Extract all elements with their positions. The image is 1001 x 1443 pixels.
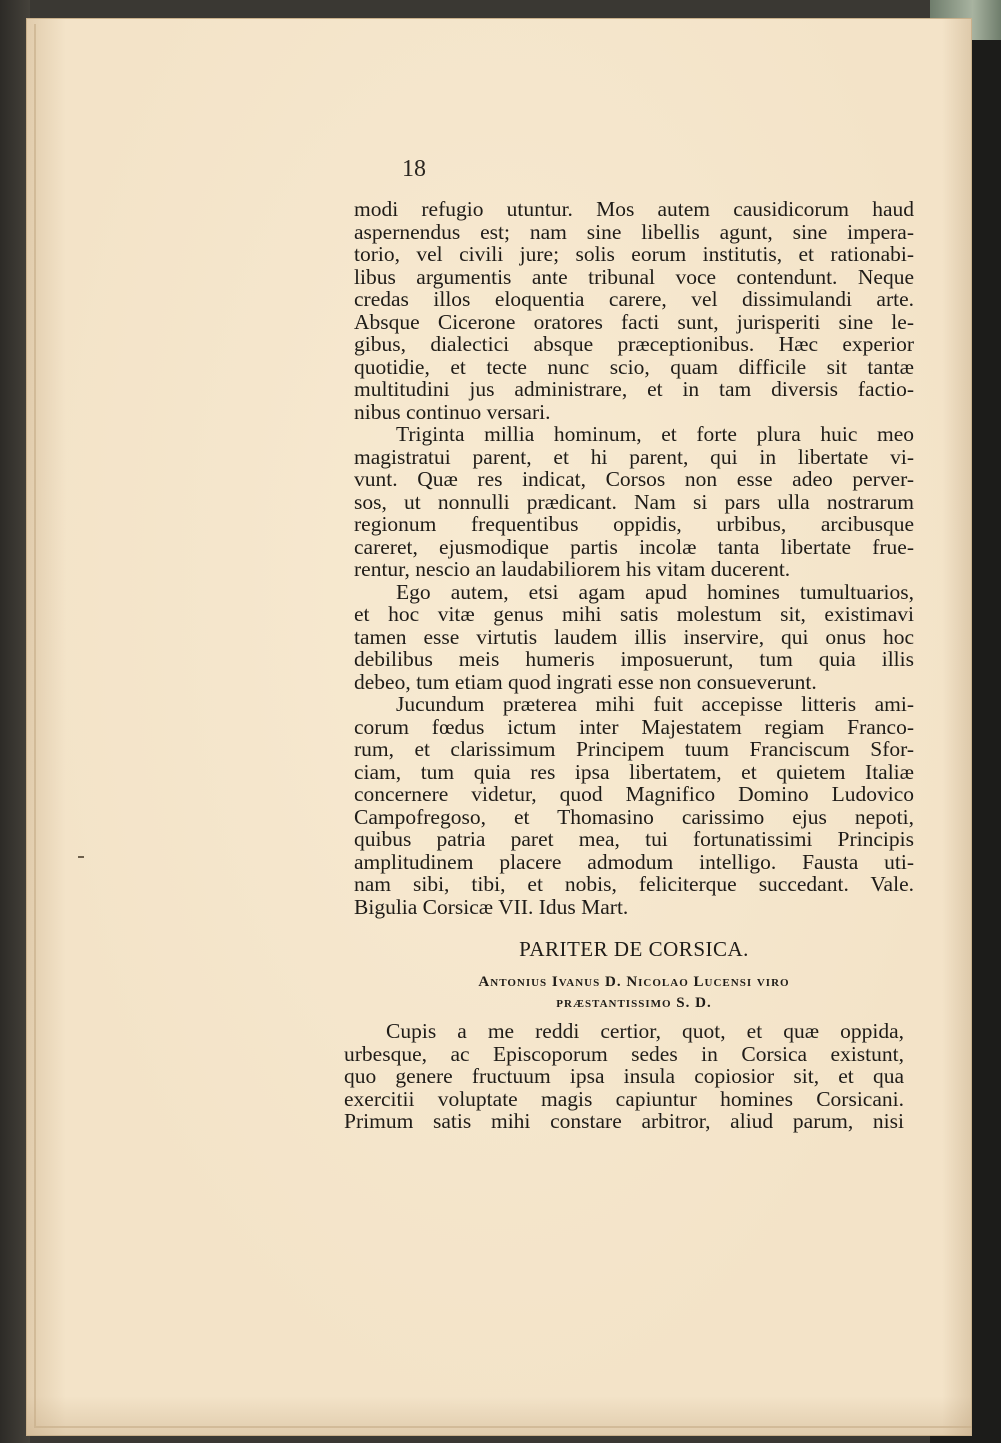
text-line: quotidie, et tecte nunc scio, quam difficile sit tantæ bbox=[354, 354, 914, 379]
text-line: Primum satis mihi constare arbitror, aliud parum, nisi bbox=[344, 1109, 904, 1133]
text-line: et hoc vitæ genus mihi satis molestum sit, existimavi bbox=[354, 602, 914, 626]
text-line: credas illos eloquentia carere, vel dissimulandi arte. bbox=[354, 287, 914, 311]
paragraph-1 bbox=[354, 198, 914, 423]
text-line: Cupis a me reddi certior, quot, et quæ oppida, bbox=[386, 1019, 904, 1043]
text-line: regionum frequentibus oppidis, urbibus, arcibusque bbox=[354, 512, 914, 536]
text-line: careret, ejusmodique partis incolæ tanta libertate frue- bbox=[354, 534, 914, 559]
text-line: quo genere fructuum ipsa insula copiosior sit, et qua bbox=[344, 1064, 904, 1088]
text-line: corum fœdus ictum inter Majestatem regiam Franco- bbox=[354, 714, 914, 739]
stray-mark bbox=[78, 856, 84, 858]
text-line: debeo, tum etiam quod ingrati esse non consueverunt. bbox=[354, 669, 817, 694]
text-line: tamen esse virtutis laudem illis inservire, qui onus hoc bbox=[354, 624, 914, 649]
text-line: Jucundum præterea mihi fuit accepisse litteris ami- bbox=[396, 692, 914, 716]
text-line: libus argumentis ante tribunal voce contendunt. Neque bbox=[354, 264, 914, 289]
text-line: nam sibi, tibi, et nobis, feliciterque succedant. Vale. bbox=[354, 872, 914, 896]
paragraph-4 bbox=[354, 693, 914, 918]
text-line: Campofregoso, et Thomasino carissimo ejus nepoti, bbox=[354, 804, 914, 829]
text-line: amplitudinem placere admodum intelligo. Fausta uti- bbox=[354, 849, 914, 874]
text-line: ciam, tum quia res ipsa libertatem, et quietem Italiæ bbox=[354, 759, 914, 784]
text-line: aspernendus est; nam sine libellis agunt, sine impera- bbox=[354, 219, 914, 244]
text-line: urbesque, ac Episcoporum sedes in Corsica existunt, bbox=[344, 1041, 904, 1066]
text-line: exercitii voluptate magis capiuntur homines Corsicani. bbox=[344, 1086, 904, 1111]
body-text-lower bbox=[344, 1020, 904, 1133]
text-line: quibus patria paret mea, tui fortunatissimi Principis bbox=[354, 827, 914, 851]
text-line: Absque Cicerone oratores facti sunt, jurisperiti sine le- bbox=[354, 309, 914, 334]
paragraph-3 bbox=[354, 581, 914, 694]
text-line: rum, et clarissimum Principem tuum Franciscum Sfor- bbox=[354, 737, 914, 761]
section-heading: PARITER DE CORSICA. bbox=[519, 937, 749, 961]
text-line: rentur, nescio an laudabiliorem his vitam ducerent. bbox=[354, 557, 791, 581]
text-line: modi refugio utuntur. Mos autem causidicorum haud bbox=[354, 197, 914, 221]
page-number: 18 bbox=[402, 156, 426, 182]
text-line: vunt. Quæ res indicat, Corsos non esse adeo perver- bbox=[354, 467, 914, 491]
text-line: multitudini jus administrare, et in tam diversis factio- bbox=[354, 377, 914, 401]
text-line: torio, vel civili jure; solis eorum institutis, et rationabi- bbox=[354, 242, 914, 266]
text-line: Triginta millia hominum, et forte plura huic meo bbox=[396, 422, 914, 446]
body-text-upper bbox=[354, 198, 914, 918]
text-line: debilibus meis humeris imposuerunt, tum quia illis bbox=[354, 647, 914, 671]
text-line: Ego autem, etsi agam apud homines tumultuarios, bbox=[396, 579, 914, 604]
paragraph-2 bbox=[354, 423, 914, 581]
text-line: sos, ut nonnulli prædicant. Nam si pars ulla nostrarum bbox=[354, 489, 914, 514]
text-line: magistratui parent, et hi parent, qui in libertate vi- bbox=[354, 444, 914, 469]
text-line: concernere videtur, quod Magnifico Domino Ludovico bbox=[354, 782, 914, 806]
text-line: gibus, dialectici absque præceptionibus. Hæc experior bbox=[354, 332, 914, 356]
salutation-line: præstantissimo S. D. bbox=[556, 995, 712, 1011]
paragraph-5 bbox=[344, 1020, 904, 1133]
text-line: Bigulia Corsicæ VII. Idus Mart. bbox=[354, 894, 629, 919]
text-line: nibus continuo versari. bbox=[354, 399, 551, 424]
salutation-line: Antonius Ivanus D. Nicolao Lucensi viro bbox=[478, 974, 790, 990]
letter-salutation bbox=[354, 972, 914, 1014]
